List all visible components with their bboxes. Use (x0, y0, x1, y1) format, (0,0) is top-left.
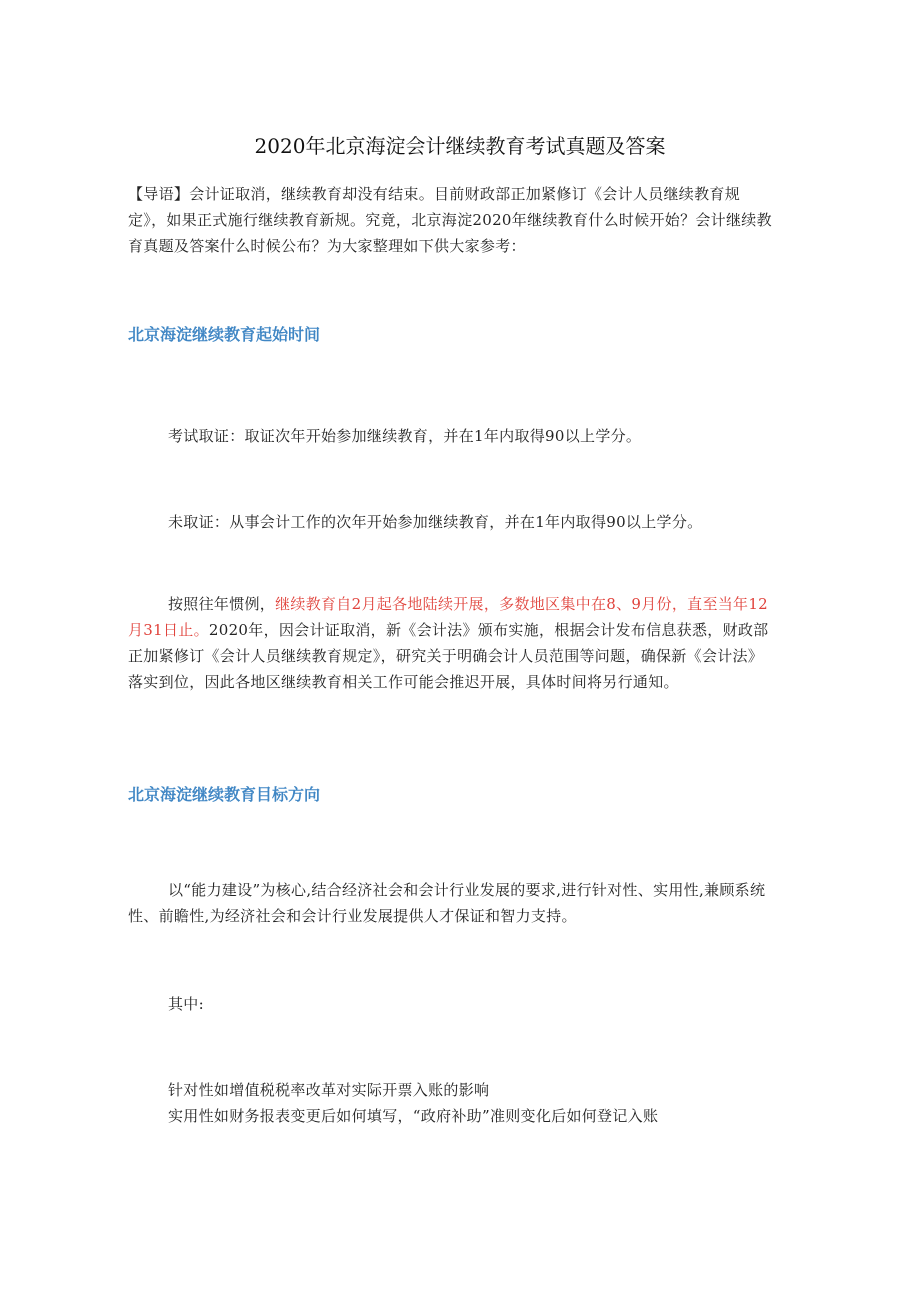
section-heading-goal-direction: 北京海淀继续教育目标方向 (128, 785, 321, 804)
document-title: 2020年北京海淀会计继续教育考试真题及答案 (254, 134, 666, 158)
paragraph-no-certificate: 未取证：从事会计工作的次年开始参加继续教育，并在1年内取得90以上学分。 (168, 513, 703, 531)
paragraph-schedule (128, 591, 776, 695)
schedule-text-lead: 按照往年惯例， (168, 595, 276, 613)
paragraph-exam-certificate: 考试取证：取证次年开始参加继续教育，并在1年内取得90以上学分。 (168, 427, 642, 445)
paragraph-goal: 以“能力建设”为核心,结合经济社会和会计行业发展的要求,进行针对性、实用性,兼顾系统性、前瞻性,为经济社会和会计行业发展提供人才保证和智力支持。 (128, 881, 766, 925)
schedule-highlight: 继续教育自2月起各地陆续开展，多数地区集中在8、9月份，直至当年12月31日止。 (128, 595, 769, 639)
paragraph-among: 其中: (168, 995, 204, 1013)
list-item-practical: 实用性如财务报表变更后如何填写，“政府补助”准则变化后如何登记入账 (168, 1107, 659, 1125)
list-item-targeted: 针对性如增值税税率改革对实际开票入账的影响 (168, 1081, 490, 1099)
section-heading-start-time: 北京海淀继续教育起始时间 (128, 325, 321, 344)
schedule-text-rest: 2020年，因会计证取消，新《会计法》颁布实施，根据会计发布信息获悉，财政部正加紧修订《会计人员继续教育规定》，研究关于明确会计人员范围等问题，确保新《会计法》落实到位，因此各地区继续教育相关工作可能会推迟开展，具体时间将另行通知。 (128, 621, 769, 691)
intro-paragraph: 【导语】会计证取消，继续教育却没有结束。目前财政部正加紧修订《会计人员继续教育规定》，如果正式施行继续教育新规。究竟，北京海淀2020年继续教育什么时候开始？会计继续教育真题及答案什么时候公布？为大家整理如下供大家参考： (128, 185, 772, 255)
